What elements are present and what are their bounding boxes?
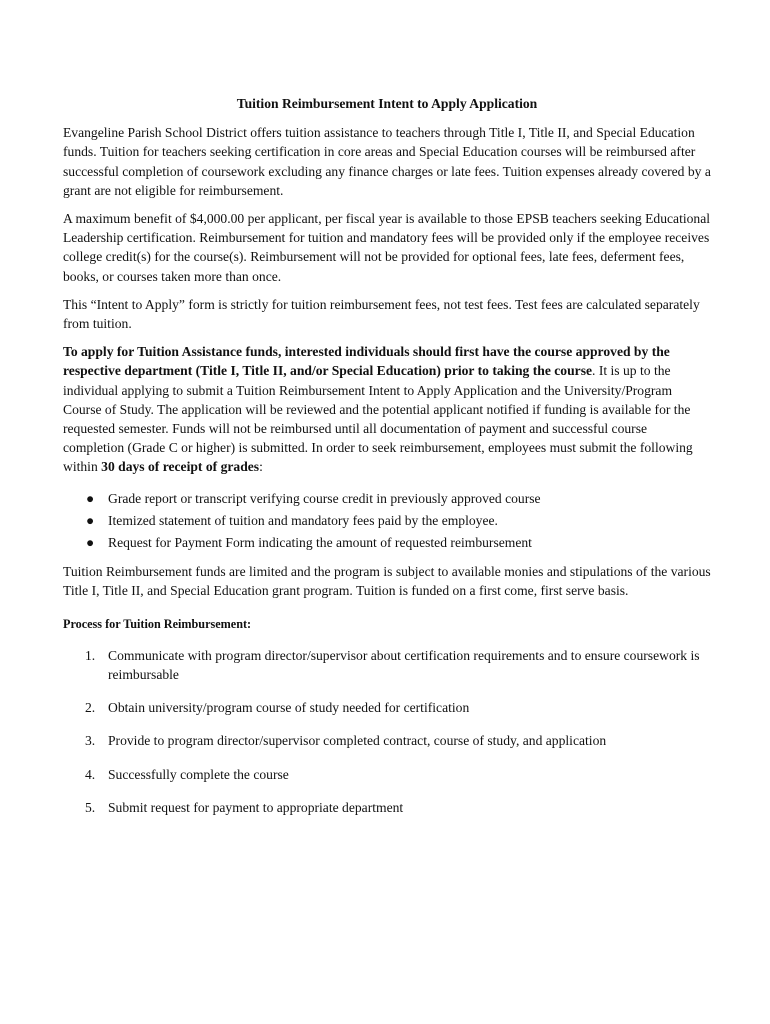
step-number: 4.	[85, 766, 96, 782]
step-item	[63, 698, 711, 717]
list-item	[63, 533, 711, 552]
step-number: 1.	[85, 647, 96, 663]
process-heading: Process for Tuition Reimbursement:	[63, 616, 252, 631]
step-text: Successfully complete the course	[108, 766, 289, 782]
step-item	[63, 798, 711, 817]
document-page	[63, 94, 711, 831]
step-item	[63, 731, 711, 750]
list-item-text: Grade report or transcript verifying course credit in previously approved course	[108, 490, 541, 506]
step-item	[63, 646, 711, 684]
apply-paragraph	[63, 342, 711, 476]
process-steps-list	[63, 646, 711, 817]
list-item	[63, 489, 711, 508]
apply-end-text: :	[259, 459, 263, 475]
intro-paragraph: Evangeline Parish School District offers tuition assistance to teachers through Title I, Title II, and Special Education funds. Tuition for teachers seeking certification in core areas and Special Education courses will be reimbursed after successful completion of coursework excluding any finance charges or late fees. Tuition expenses already covered by a grant are not eligible for reimbursement.	[63, 125, 711, 198]
step-number: 5.	[85, 799, 96, 815]
funds-paragraph: Tuition Reimbursement funds are limited and the program is subject to available monies and stipulations of the various Title I, Title II, and Special Education grant program. Tuition is funded on a first come, first serve basis.	[63, 564, 711, 599]
document-title: Tuition Reimbursement Intent to Apply Application	[236, 96, 538, 111]
bullet-icon: ●	[86, 535, 95, 551]
step-number: 2.	[85, 700, 96, 716]
deadline-bold-text: 30 days of receipt of grades	[101, 459, 260, 475]
list-item-text: Request for Payment Form indicating the amount of requested reimbursement	[108, 535, 532, 551]
bullet-icon: ●	[86, 512, 95, 528]
step-text: Obtain university/program course of study needed for certification	[108, 700, 470, 716]
step-text: Provide to program director/supervisor completed contract, course of study, and application	[108, 733, 607, 749]
apply-bold-text: To apply for Tuition Assistance funds, interested individuals should first have the course approved by the respective department (Title I, Title II, and/or Special Education) prior to taking the course	[63, 344, 670, 379]
list-item	[63, 511, 711, 530]
step-item	[63, 765, 711, 784]
step-text: Submit request for payment to appropriate department	[108, 799, 404, 815]
requirements-list	[63, 489, 711, 553]
apply-text: . It is up to the individual applying to submit a Tuition Reimbursement Intent to Apply Application and the University/Program Course of Study. The application will be reviewed and the potential applicant notified if funding is available for the requested semester. Funds will not be reimbursed until all documentation of payment and successful course completion (Grade C or higher) is submitted. In order to seek reimbursement, employees must submit the following within	[63, 363, 693, 475]
step-number: 3.	[85, 733, 96, 749]
bullet-icon: ●	[86, 490, 95, 506]
intent-paragraph: This “Intent to Apply” form is strictly for tuition reimbursement fees, not test fees. Test fees are calculated separately from tuition.	[63, 296, 700, 332]
step-text: Communicate with program director/supervisor about certification requirements and to ensure coursework is reimbursable	[108, 647, 700, 683]
list-item-text: Itemized statement of tuition and mandatory fees paid by the employee.	[108, 512, 498, 528]
benefit-paragraph: A maximum benefit of $4,000.00 per applicant, per fiscal year is available to those EPSB teachers seeking Educational Leadership certification. Reimbursement for tuition and mandatory fees will be provided only if the employee receives college credit(s) for the course(s). Reimbursement will not be provided for optional fees, late fees, deferment fees, books, or courses taken more than once.	[63, 211, 711, 284]
